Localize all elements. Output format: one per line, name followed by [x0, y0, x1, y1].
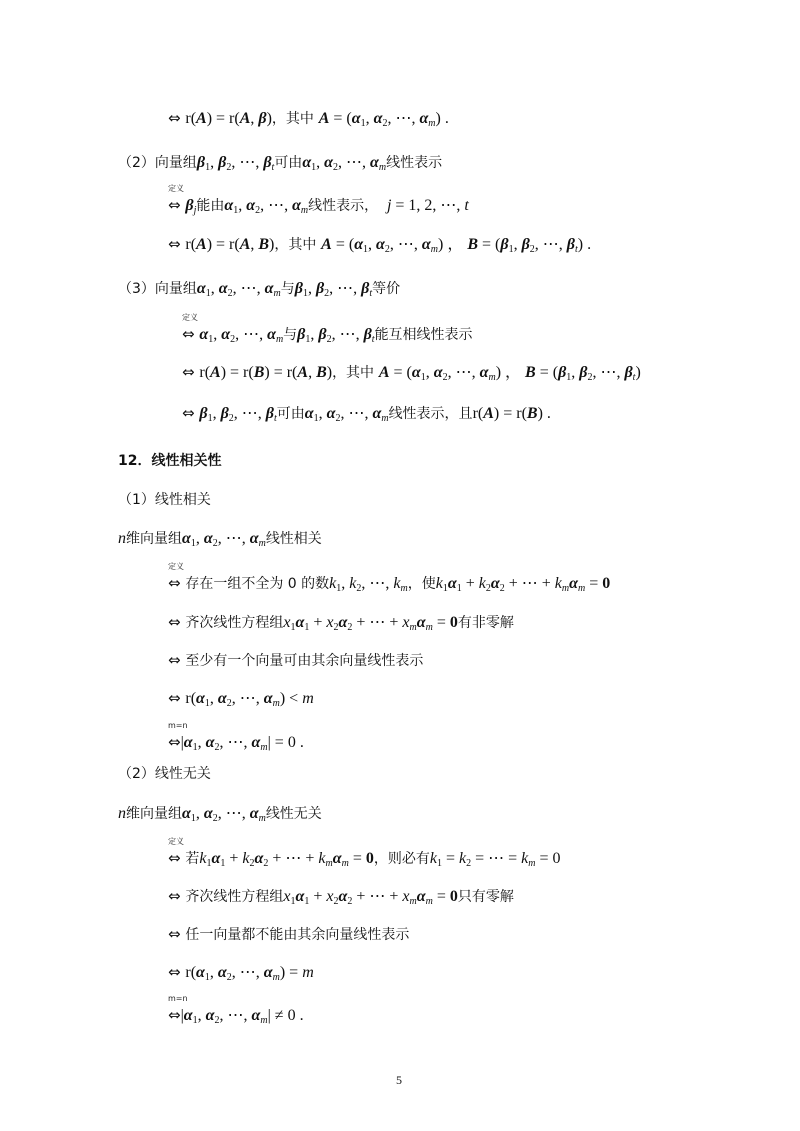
equiv-symbol: ⇔ — [168, 1006, 181, 1024]
formula: $\alpha_1$, $\alpha_2$, ⋯, $\alpha_m$ — [196, 280, 281, 299]
text: 只有零解 — [457, 889, 514, 905]
section-label: （2）向量组 — [118, 155, 197, 171]
formula: $|\alpha_1$, $\alpha_2$, ⋯, $\alpha_m| = 0$ . — [180, 734, 304, 753]
equiv-symbol: ⇔ — [168, 651, 181, 669]
section-3-def-2 — [182, 362, 641, 383]
independence-def-4 — [168, 962, 314, 983]
equiv-symbol: ⇔ — [168, 887, 181, 905]
text: 齐次线性方程组 — [185, 889, 284, 905]
equiv-symbol: ⇔ — [168, 613, 181, 631]
text: ，其中 — [332, 365, 375, 381]
formula: $\beta_1$, $\beta_2$, ⋯, $\beta_t$ — [297, 326, 375, 345]
independence-def-2 — [168, 886, 514, 907]
text: ，其中 — [271, 111, 314, 127]
text: 等价 — [372, 281, 401, 297]
text: 维向量组 — [126, 806, 182, 822]
mn-condition-mark: m=n — [168, 994, 188, 1003]
text: 可由 — [274, 155, 303, 171]
formula: $\beta_1$, $\beta_2$, ⋯, $\beta_t$ — [196, 154, 275, 173]
dependence-def-3 — [168, 650, 423, 671]
formula: $\beta_j$ — [185, 197, 197, 216]
text: 线性表示 — [386, 155, 443, 171]
equiv-symbol: ⇔ — [168, 196, 181, 214]
formula: $A = (\alpha_1$, $\alpha_2$, ⋯, $\alpha_m$) . — [318, 110, 449, 129]
independence-intro — [118, 803, 322, 824]
section-label: （3）向量组 — [118, 281, 197, 297]
definition-mark: 定义 — [182, 313, 198, 322]
equiv-symbol: ⇔ — [168, 574, 181, 592]
mn-condition-mark: m=n — [168, 721, 188, 730]
formula: $r(\alpha_1$, $\alpha_2$, ⋯, $\alpha_m) < m$ — [185, 690, 314, 709]
independence-def-3 — [168, 924, 409, 945]
text: 线性表示，且 — [388, 406, 473, 422]
text: 维向量组 — [126, 531, 182, 547]
formula: $\alpha_1$, $\alpha_2$, ⋯, $\alpha_m$ — [304, 405, 389, 424]
formula: $\beta_1$, $\beta_2$, ⋯, $\beta_t$ — [294, 280, 373, 299]
dependence-def-1 — [168, 573, 610, 594]
formula: $|\alpha_1$, $\alpha_2$, ⋯, $\alpha_m| \ne 0$ . — [180, 1007, 304, 1026]
text: 有非零解 — [457, 615, 514, 631]
formula: $\alpha_1$, $\alpha_2$, ⋯, $\alpha_m$ — [182, 805, 266, 824]
formula: $A = (\alpha_1$, $\alpha_2$, ⋯, $\alpha_m$) ， $B = (\beta_1$, $\beta_2$, ⋯, $\beta_t$) — [378, 364, 641, 383]
text: ，使 — [407, 576, 436, 592]
text: 线性相关 — [265, 531, 322, 547]
formula: $k_1\alpha_1 + k_2\alpha_2$ + ⋯ + $k_m\alpha_m = 0$ — [435, 575, 611, 594]
dependence-def-2 — [168, 612, 514, 633]
section-2-title — [118, 152, 442, 173]
text: ，则必有 — [373, 851, 430, 867]
text: 可由 — [276, 406, 305, 422]
dependence-intro — [118, 528, 322, 549]
section-2-def-2 — [168, 234, 591, 255]
equiv-symbol: ⇔ — [168, 109, 181, 127]
equiv-symbol: ⇔ — [168, 849, 181, 867]
independence-def-5 — [168, 1005, 304, 1026]
text: 与 — [283, 327, 298, 343]
formula: $k_1 = k_2$ = ⋯ = $k_m = 0$ — [429, 850, 561, 869]
formula: $r(\alpha_1$, $\alpha_2$, ⋯, $\alpha_m) = m$ — [185, 964, 314, 983]
text: 能由 — [196, 198, 225, 214]
formula: r(A) = r(A, β) — [185, 110, 272, 127]
text: 至少有一个向量可由其余向量线性表示 — [185, 653, 424, 669]
subsection-1-title: （1）线性相关 — [118, 492, 211, 508]
formula: r(A) = r(A, B) — [185, 236, 275, 253]
formula: $\beta_1$, $\beta_2$, ⋯, $\beta_t$ — [199, 405, 277, 424]
independence-def-1 — [168, 848, 561, 869]
formula: $\alpha_1$, $\alpha_2$, ⋯, $\alpha_m$ — [182, 530, 266, 549]
page-number: 5 — [396, 1073, 402, 1087]
text: 齐次线性方程组 — [185, 615, 284, 631]
formula: $\alpha_1$, $\alpha_2$, ⋯, $\alpha_m$ — [302, 154, 387, 173]
formula: $\alpha_1$, $\alpha_2$, ⋯, $\alpha_m$ — [199, 326, 284, 345]
equiv-symbol: ⇔ — [168, 925, 181, 943]
section-2-def-1 — [168, 195, 469, 216]
equiv-symbol: ⇔ — [182, 363, 195, 381]
dependence-def-4 — [168, 688, 314, 709]
text: 线性表示， — [308, 198, 379, 214]
formula: r(A) = r(B) . — [472, 405, 551, 422]
text: 与 — [280, 281, 295, 297]
dependence-def-5 — [168, 732, 304, 753]
text: 任一向量都不能由其余向量线性表示 — [185, 927, 410, 943]
subsection-2-title: （2）线性无关 — [118, 766, 211, 782]
equiv-symbol: ⇔ — [182, 325, 195, 343]
formula: $\alpha_1$, $\alpha_2$, ⋯, $\alpha_m$ — [224, 197, 309, 216]
definition-mark: 定义 — [168, 184, 184, 193]
section-3-def-1 — [182, 324, 473, 345]
equiv-symbol: ⇔ — [168, 689, 181, 707]
definition-mark: 定义 — [168, 562, 184, 571]
text: 若 — [185, 851, 200, 867]
formula: $k_1\alpha_1 + k_2\alpha_2$ + ⋯ + $k_m\alpha_m = 0$ — [199, 850, 374, 869]
text: 线性无关 — [265, 806, 322, 822]
equiv-symbol: ⇔ — [168, 963, 181, 981]
section-3-title — [118, 278, 400, 299]
formula: $k_1$, $k_2$, ⋯, $k_m$ — [329, 575, 408, 594]
formula: $x_1\alpha_1 + x_2\alpha_2$ + ⋯ + $x_m\alpha_m = 0$ — [283, 614, 458, 633]
section-3-def-3 — [182, 403, 551, 424]
definition-mark: 定义 — [168, 837, 184, 846]
equiv-symbol: ⇔ — [168, 235, 181, 253]
section-heading-12: 12．线性相关性 — [118, 453, 222, 469]
formula: $x_1\alpha_1 + x_2\alpha_2$ + ⋯ + $x_m\alpha_m = 0$ — [283, 888, 458, 907]
formula: $A = (\alpha_1$, $\alpha_2$, ⋯, $\alpha_m$) ， $B = (\beta_1$, $\beta_2$, ⋯, $\beta_t$) . — [321, 236, 592, 255]
equiv-symbol: ⇔ — [182, 404, 195, 422]
formula: n — [118, 530, 126, 547]
text: ，其中 — [274, 237, 317, 253]
equiv-symbol: ⇔ — [168, 733, 181, 751]
formula: j = 1, 2, ⋯, t — [386, 197, 469, 214]
text: 能互相线性表示 — [374, 327, 473, 343]
text: 存在一组不全为 0 的数 — [185, 576, 330, 592]
formula: n — [118, 805, 126, 822]
equiv-rank-line-1 — [168, 108, 449, 129]
formula: r(A) = r(B) = r(A, B) — [199, 364, 333, 381]
